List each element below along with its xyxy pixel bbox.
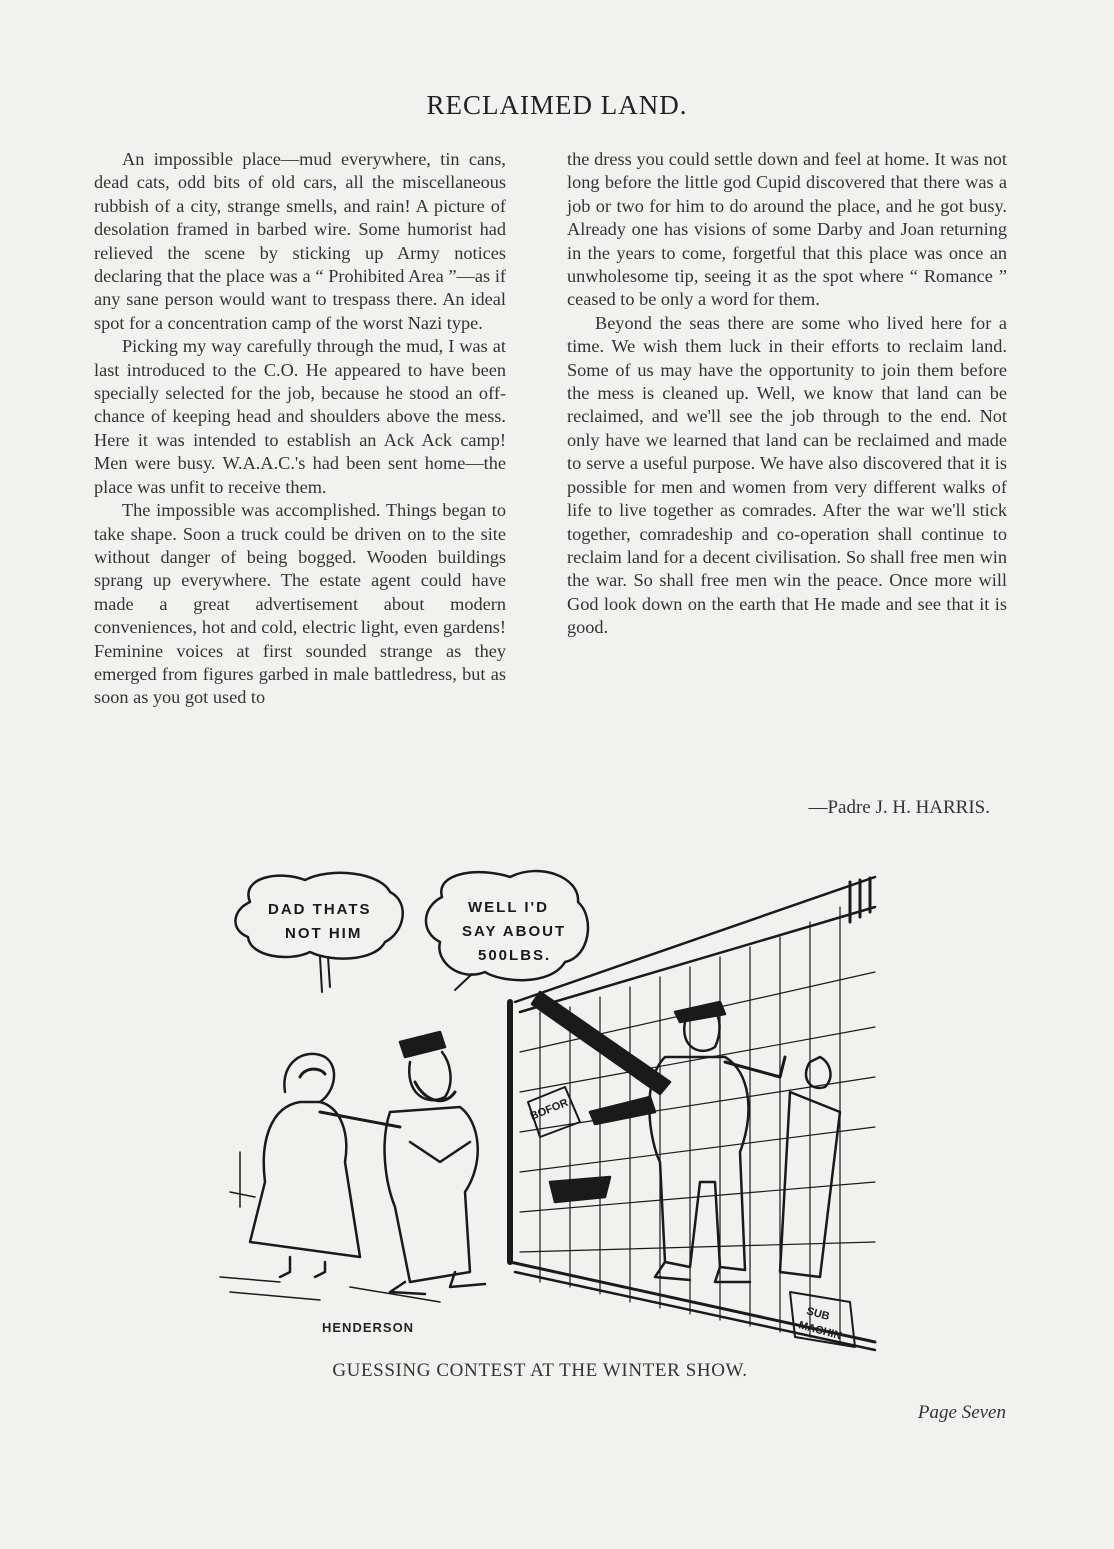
bubble-right-line-3: 500LBS. [478,947,552,964]
author-signature: —Padre J. H. HARRIS. [808,797,990,818]
paragraph: The impossible was accomplished. Things began to take shape. Soon a truck could be driven on to the site without danger of being bogged. Wooden buildings sprang up everywhere. The estate agent could have made a great advertisement about modern conveniences, hot and cold, electric light, even gardens! Feminine voices at first sounded strange as they emerged from figures garbed in male battledress, but as soon as you got used to [94,500,506,708]
paragraph: the dress you could settle down and feel at home. It was not long before the little god Cupid discovered that there was a job or two for him to do around the place, and he got busy. Already one has visions of some Darby and Joan returning in the years to come, forgetful that this place was once an unwholesome tip, seeing it as the spot where “ Romance ” ceased to be only a word for them. [567,149,1007,310]
submachine-sign-line-1: SUB [805,1305,831,1323]
cartoon-caption: GUESSING CONTEST AT THE WINTER SHOW. [332,1360,748,1381]
bofors-sign-text: BOFOR [528,1096,570,1123]
cartoon-illustration [210,862,900,1352]
submachine-sign-line-2: MACHIN [797,1319,843,1343]
bubble-right-line-2: SAY ABOUT [462,923,567,940]
bubble-left-line-1: DAD THATS [268,901,372,918]
article-right-column [567,148,1007,640]
paragraph: Picking my way carefully through the mud, I was at last introduced to the C.O. He appeared to have been specially selected for the job, because he stood an off-chance of keeping head and shoulders above the mess. Here it was intended to establish an Ack Ack camp! Men were busy. W.A.A.C.'s had been sent home—the place was unfit to receive them. [94,336,506,497]
bubble-left-line-2: NOT HIM [285,925,363,942]
paragraph: Beyond the seas there are some who lived here for a time. We wish them luck in their efforts to reclaim land. Some of us may have the opportunity to join them before the mess is cleaned up. Well, we know that land can be reclaimed, and we'll see the job through to the end. Not only have we learned that land can be reclaimed and made to serve a useful purpose. We have also discovered that it is possible for men and women from very different walks of life to live together as comrades. After the war we'll stick together, comradeship and co-operation shall continue to reclaim land for a decent civilisation. So shall free men win the war. So shall free men win the peace. Once more will God look down on the earth that He made and see that it is good. [567,312,1007,638]
article-left-column [94,148,506,710]
page-number: Page Seven [917,1402,1006,1423]
artist-credit: HENDERSON [322,1320,415,1335]
bubble-right-line-1: WELL I'D [468,899,549,916]
paragraph: An impossible place—mud everywhere, tin cans, dead cats, odd bits of old cars, all the miscellaneous rubbish of a city, strange smells, and rain! A picture of desolation framed in barbed wire. Some humorist had relieved the scene by sticking up Army notices declaring that the place was a “ Prohibited Area ”—as if any sane person would want to trespass there. An ideal spot for a concentration camp of the worst Nazi type. [94,149,506,333]
page-title: RECLAIMED LAND. [426,90,688,120]
cartoon-drawing [210,862,900,1352]
